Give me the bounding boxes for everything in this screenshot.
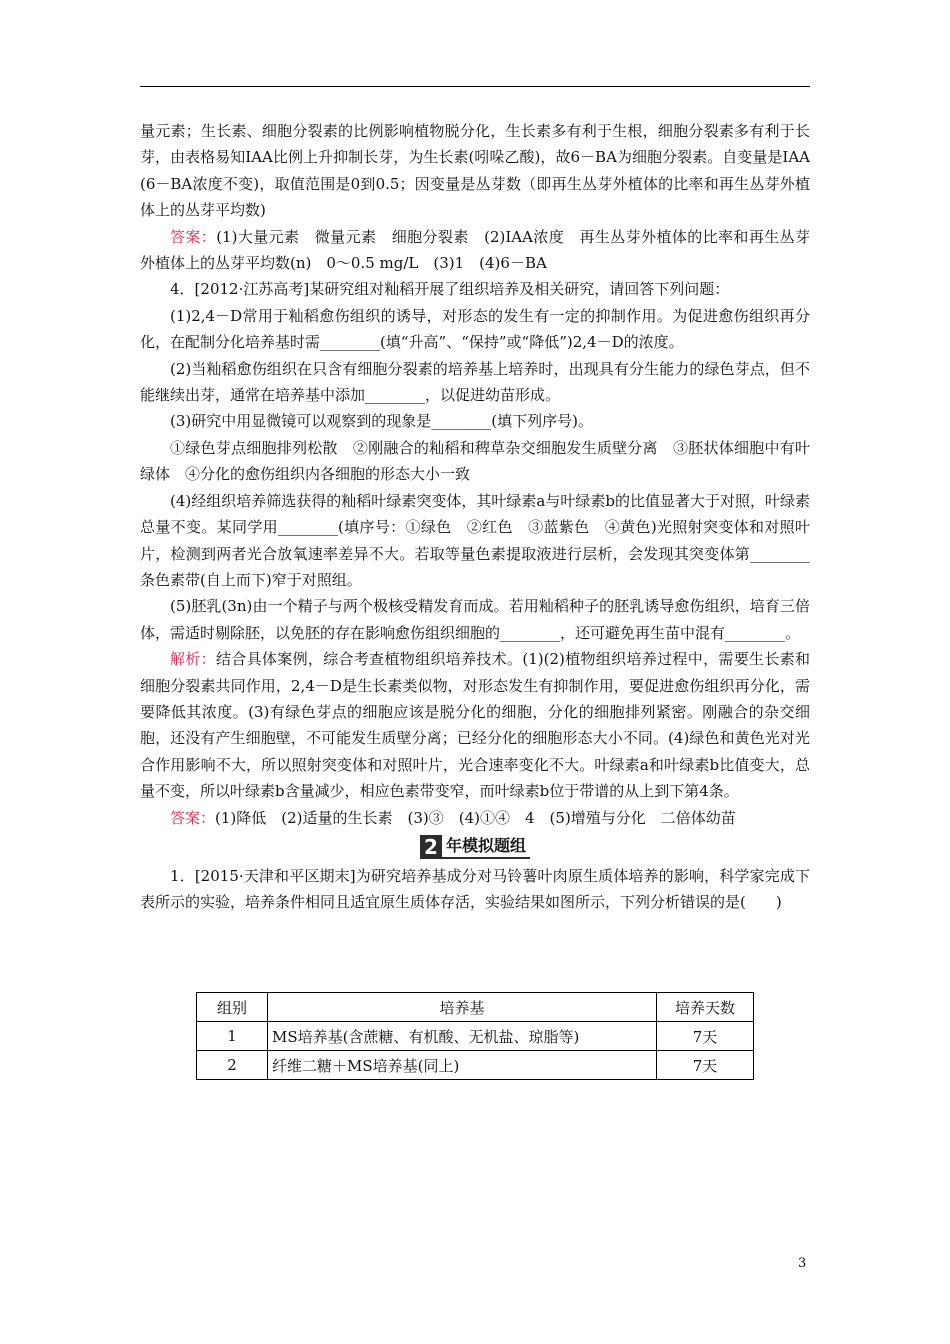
analysis-label: 解析： (170, 650, 216, 669)
experiment-table (196, 992, 754, 1080)
question-4-part-5: (5)胚乳(3n)由一个精子与两个极核受精发育而成。若用籼稻种子的胚乳诱导愈伤组织，培育三倍体，需适时剔除胚，以免胚的存在影响愈伤组织细胞的________，还可避免再生苗中混有________。 (140, 597, 810, 642)
question-1-stem: 1．[2015·天津和平区期末]为研究培养基成分对马铃薯叶肉原生质体培养的影响，科学家完成下表所示的实验，培养条件相同且适宜原生质体存活，实验结果如图所示，下列分析错误的是( ) (140, 866, 810, 912)
question-4-options: ①绿色芽点细胞排列松散 ②刚融合的籼稻和稗草杂交细胞发生质壁分离 ③胚状体细胞中有叶绿体 ④分化的愈伤组织内各细胞的形态大小一致 (140, 438, 810, 484)
table-cell: MS培养基(含蔗糖、有机酸、无机盐、琼脂等) (268, 1022, 657, 1051)
question-4-part-1: (1)2,4－D常用于籼稻愈伤组织的诱导，对形态的发生有一定的抑制作用。为促进愈伤组织再分化，在配制分化培养基时需________(填“升高”、“保持”或“降低”)2,4－D的浓度。 (140, 306, 810, 352)
answer-label: 答案： (170, 227, 217, 246)
section-title: 年模拟题组 (442, 835, 530, 859)
analysis-paragraph: 解析：结合具体案例，综合考查植物组织培养技术。(1)(2)植物组织培养过程中，需要生长素和细胞分裂素共同作用，2,4－D是生长素类似物，对形态发生有抑制作用，要促进愈伤组织再分化，需要降低其浓度。(3)有绿色芽点的细胞应该是脱分化的细胞，分化的细胞排列紧密。刚融合的杂交细胞，还没有产生细胞壁，不可能发生质壁分离；已经分化的细胞形态大小不同。(4)绿色和黄色光对光合作用影响不大，所以照射突变体和对照叶片，光合速率变化不大。叶绿素a和叶绿素b比值变大，总量不变，所以叶绿素b含量减少，相应色素带变窄，而叶绿素b位于带谱的从上到下第4条。 (140, 650, 810, 801)
header-rule (140, 86, 810, 87)
answer-label: 答案： (170, 808, 216, 827)
question-4-part-2: (2)当籼稻愈伤组织在只含有细胞分裂素的培养基上培养时，出现具有分生能力的绿色芽点，但不能继续出芽，通常在培养基中添加________，以促进幼苗形成。 (140, 359, 810, 405)
table-header-row (197, 993, 754, 1022)
answer-paragraph: 答案：(1)大量元素 微量元素 细胞分裂素 (2)IAA浓度 再生丛芽外植体的比率和再生丛芽外植体上的丛芽平均数(n) 0～0.5 mg/L (3)1 (4)6－BA (140, 227, 810, 273)
table-header-cell: 组别 (197, 993, 268, 1022)
question-4-part-4: (4)经组织培养筛选获得的籼稻叶绿素突变体，其叶绿素a与叶绿素b的比值显著大于对照，叶绿素总量不变。某同学用________(填序号：①绿色 ②红色 ③蓝紫色 ④黄色)光照射突变体和对照叶片，检测到两者光合放氧速率差异不大。若取等量色素提取液进行层析，会发现其突变体第________条色素带(自上而下)窄于对照组。 (140, 491, 810, 589)
table-cell: 7天 (657, 1051, 754, 1080)
table-cell: 7天 (657, 1022, 754, 1051)
section-number: 2 (420, 835, 442, 859)
table-header-cell: 培养基 (268, 993, 657, 1022)
page-number: 3 (798, 1256, 807, 1271)
answer-paragraph: 答案：(1)降低 (2)适量的生长素 (3)③ (4)①④ 4 (5)增殖与分化 二倍体幼苗 (170, 808, 736, 827)
table-cell: 2 (197, 1051, 268, 1080)
table-row (197, 1022, 754, 1051)
table-header-cell: 培养天数 (657, 993, 754, 1022)
question-4-stem: 4．[2012·江苏高考]某研究组对籼稻开展了组织培养及相关研究，请回答下列问题： (170, 280, 730, 299)
page-content (140, 118, 810, 916)
section-header (140, 833, 810, 859)
table-row (197, 1051, 754, 1080)
paragraph: 量元素；生长素、细胞分裂素的比例影响植物脱分化，生长素多有利于生根，细胞分裂素多有利于长芽，由表格易知IAA比例上升抑制长芽，为生长素(吲哚乙酸)，故6－BA为细胞分裂素。自变量是IAA(6－BA浓度不变)，取值范围是0到0.5；因变量是丛芽数（即再生丛芽外植体的比率和再生丛芽外植体上的丛芽平均数) (140, 122, 810, 220)
table-cell: 1 (197, 1022, 268, 1051)
table-cell: 纤维二糖＋MS培养基(同上) (268, 1051, 657, 1080)
question-4-part-3: (3)研究中用显微镜可以观察到的现象是________(填下列序号)。 (170, 412, 593, 431)
